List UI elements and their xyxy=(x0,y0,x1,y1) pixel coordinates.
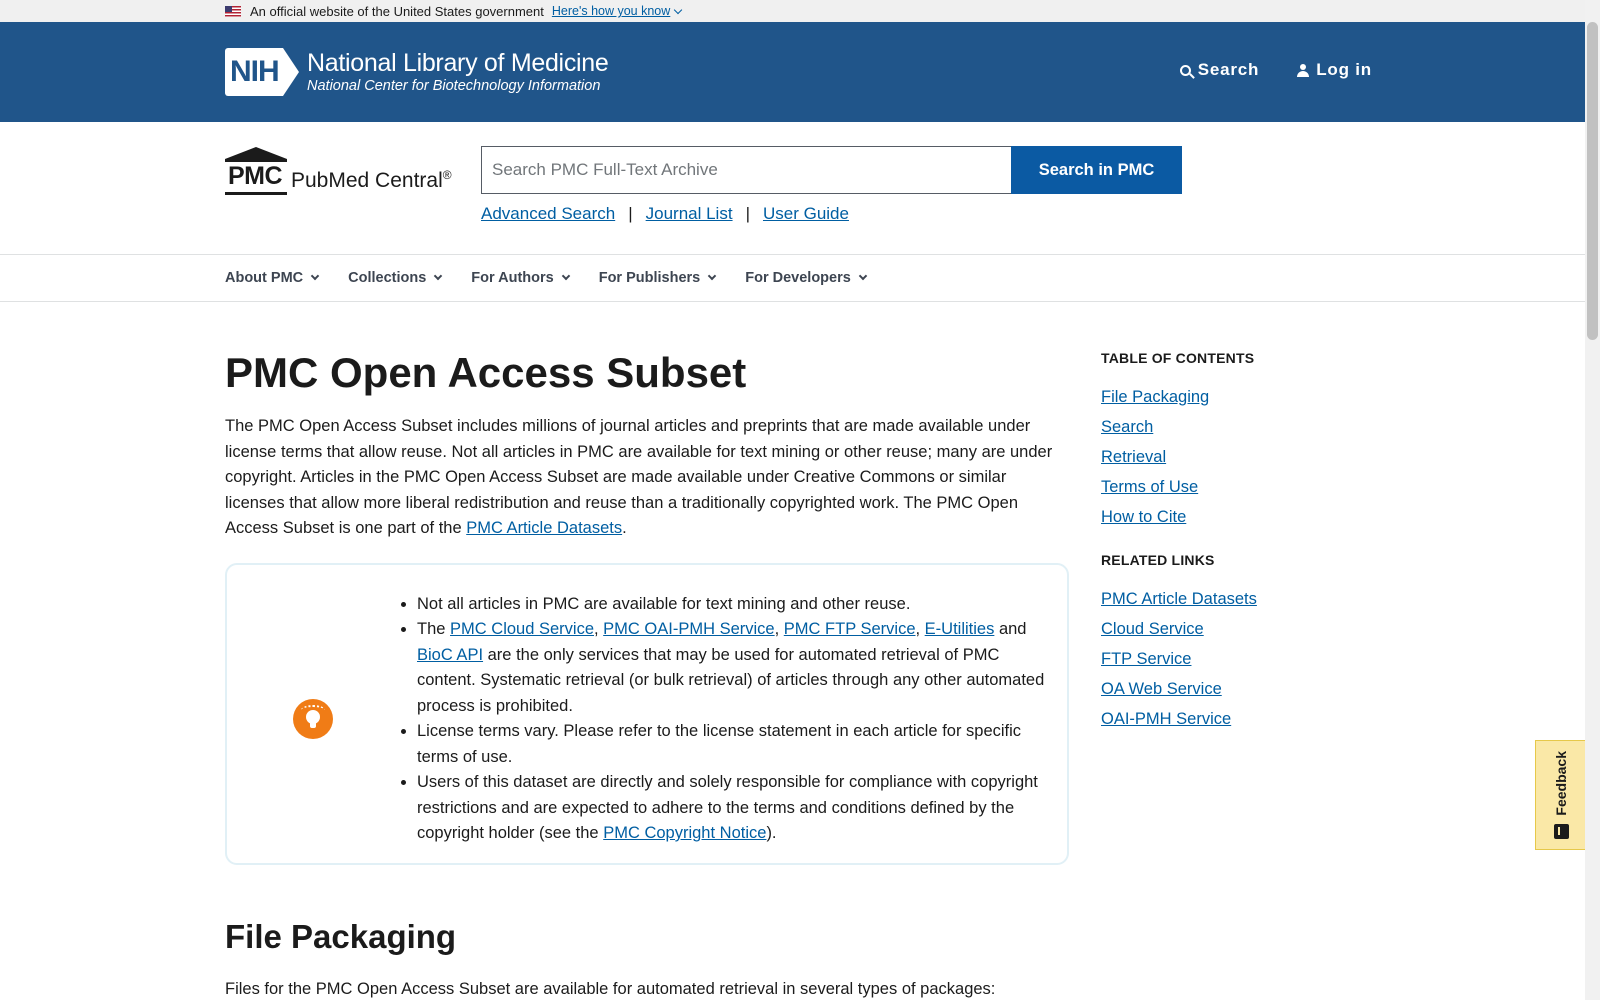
chevron-down-icon xyxy=(434,272,442,280)
toc-search-link[interactable]: Search xyxy=(1101,418,1154,436)
pmc-search-form xyxy=(481,146,1182,194)
list-item xyxy=(1101,704,1321,734)
bullet-4-prefix: Users of this dataset are directly and solely responsible for compliance with copyright restrictions and are expected to adhere to the terms and conditions defined by the copyright holder (see the xyxy=(417,773,1038,842)
toc-file-packaging-link[interactable]: File Packaging xyxy=(1101,388,1210,406)
chevron-down-icon xyxy=(859,272,867,280)
chevron-down-icon xyxy=(561,272,569,280)
chevron-down-icon xyxy=(674,5,682,13)
callout-bullet-3: License terms vary. Please refer to the license statement in each article for specific terms of use. xyxy=(417,722,1022,766)
page-title: PMC Open Access Subset xyxy=(225,349,747,396)
gov-banner-text: An official website of the United States government xyxy=(250,3,544,19)
header-search-button[interactable] xyxy=(1180,60,1260,80)
intro-paragraph xyxy=(225,414,1069,542)
file-packaging-heading: File Packaging xyxy=(225,917,457,955)
nav-label: For Publishers xyxy=(598,270,701,286)
nav-for-publishers[interactable] xyxy=(599,270,716,286)
us-flag-icon xyxy=(225,6,241,17)
list-item xyxy=(1101,412,1321,442)
related-ftp-service-link[interactable]: FTP Service xyxy=(1101,650,1192,668)
list-item xyxy=(1101,674,1321,704)
comma: , xyxy=(915,620,925,638)
list-item xyxy=(417,770,1047,847)
file-packaging-text: Files for the PMC Open Access Subset are available for automated retrieval in several types of packages: xyxy=(225,979,996,998)
bullet-2-prefix: The xyxy=(417,620,451,638)
list-item xyxy=(1101,644,1321,674)
comma: , xyxy=(594,620,604,638)
pmc-cloud-service-link[interactable]: PMC Cloud Service xyxy=(450,620,594,638)
nih-logo-mark xyxy=(225,48,299,96)
list-item xyxy=(417,719,1047,770)
ncbi-subtitle: National Center for Biotechnology Information xyxy=(307,78,601,94)
chevron-down-icon xyxy=(311,272,319,280)
nav-for-authors[interactable] xyxy=(471,270,568,286)
separator: | xyxy=(745,204,750,223)
list-item xyxy=(1101,502,1321,532)
related-pmc-article-datasets-link[interactable]: PMC Article Datasets xyxy=(1101,590,1257,608)
nav-label: About PMC xyxy=(225,270,304,286)
comma: , xyxy=(774,620,784,638)
toc-terms-of-use-link[interactable]: Terms of Use xyxy=(1101,478,1199,496)
sidebar xyxy=(1101,350,1321,734)
pmc-logo[interactable] xyxy=(225,147,452,195)
toc-retrieval-link[interactable]: Retrieval xyxy=(1101,448,1167,466)
main-content xyxy=(225,340,1069,1000)
pmc-logo-mark xyxy=(225,147,287,195)
search-in-pmc-button[interactable]: Search in PMC xyxy=(1011,146,1182,194)
pmc-logo-name: PubMed Central xyxy=(291,169,443,192)
callout-bullet-1: Not all articles in PMC are available for text mining and other reuse. xyxy=(417,594,911,613)
bioc-api-link[interactable]: BioC API xyxy=(417,645,484,664)
separator: | xyxy=(628,204,633,223)
page-scrollbar[interactable] xyxy=(1585,0,1600,1000)
nlm-title: National Library of Medicine xyxy=(307,49,609,77)
nav-label: For Developers xyxy=(745,270,851,286)
heres-how-you-know-link[interactable] xyxy=(552,4,681,18)
bullet-2-suffix: are the only services that may be used for automated retrieval of PMC content. Systematic retrieval (or bulk retrieval) of articles through any other automated process is prohibited. xyxy=(417,645,1045,715)
list-item xyxy=(417,592,1047,618)
nav-collections[interactable] xyxy=(348,270,441,286)
feedback-icon xyxy=(1554,824,1569,839)
advanced-search-link[interactable]: Advanced Search xyxy=(481,204,616,223)
search-icon xyxy=(1180,65,1191,76)
e-utilities-link[interactable]: E-Utilities xyxy=(924,620,995,638)
nih-header xyxy=(0,22,1600,122)
related-cloud-service-link[interactable]: Cloud Service xyxy=(1101,620,1204,638)
list-item xyxy=(1101,382,1321,412)
pmc-ftp-service-link[interactable]: PMC FTP Service xyxy=(783,620,916,638)
user-guide-link[interactable]: User Guide xyxy=(762,204,849,223)
list-item xyxy=(1101,584,1321,614)
main-nav xyxy=(0,255,1600,302)
login-label: Log in xyxy=(1316,60,1372,79)
toc-list xyxy=(1101,382,1321,532)
intro-end: . xyxy=(622,519,627,537)
list-item xyxy=(1101,472,1321,502)
nlm-logo[interactable] xyxy=(225,48,608,96)
list-item xyxy=(417,617,1047,719)
chevron-down-icon xyxy=(708,272,716,280)
registered-mark: ® xyxy=(442,168,452,182)
lightbulb-icon xyxy=(293,699,333,739)
related-oa-web-service-link[interactable]: OA Web Service xyxy=(1101,680,1222,698)
related-links-heading: RELATED LINKS xyxy=(1101,552,1215,568)
bullet-4-suffix: ). xyxy=(766,824,777,842)
pmc-oai-pmh-service-link[interactable]: PMC OAI-PMH Service xyxy=(603,620,775,638)
toc-heading: TABLE OF CONTENTS xyxy=(1101,350,1255,366)
search-links xyxy=(481,204,849,224)
toc-how-to-cite-link[interactable]: How to Cite xyxy=(1101,508,1187,526)
info-callout xyxy=(225,563,1069,865)
journal-list-link[interactable]: Journal List xyxy=(645,204,733,223)
nav-for-developers[interactable] xyxy=(745,270,866,286)
user-icon xyxy=(1297,64,1309,77)
nav-about-pmc[interactable] xyxy=(225,270,318,286)
callout-list xyxy=(397,592,1047,847)
related-links-list xyxy=(1101,584,1321,734)
intro-text: The PMC Open Access Subset includes millions of journal articles and preprints that are made available under license terms that allow reuse. Not all articles in PMC are available for text mining or other reuse; many are under copyright. Articles in the PMC Open Access Subset are made available under Creative Commons or similar licenses that allow more liberal redistribution and reuse than a traditionally copyrighted work. The PMC Open Access Subset is one part of the xyxy=(225,417,1053,537)
pmc-article-datasets-link[interactable]: PMC Article Datasets xyxy=(466,519,623,537)
feedback-button[interactable] xyxy=(1535,740,1587,850)
heres-how-you-know-label: Here's how you know xyxy=(551,4,671,18)
list-item xyxy=(1101,614,1321,644)
and-text: and xyxy=(994,620,1027,638)
pmc-logo-text: PMC xyxy=(228,162,283,190)
nav-label: Collections xyxy=(348,270,427,286)
header-search-label: Search xyxy=(1197,60,1260,79)
nih-logo-text: NIH xyxy=(230,55,279,88)
gov-banner xyxy=(0,0,1600,22)
related-oai-pmh-service-link[interactable]: OAI-PMH Service xyxy=(1101,710,1232,728)
login-button[interactable] xyxy=(1297,60,1372,80)
pmc-copyright-notice-link[interactable]: PMC Copyright Notice xyxy=(603,824,767,842)
list-item xyxy=(1101,442,1321,472)
nav-label: For Authors xyxy=(471,270,554,286)
pmc-search-input[interactable] xyxy=(481,146,1011,194)
pmc-header xyxy=(0,122,1600,255)
scrollbar-thumb[interactable] xyxy=(1587,22,1598,340)
feedback-label: Feedback xyxy=(1553,751,1569,816)
